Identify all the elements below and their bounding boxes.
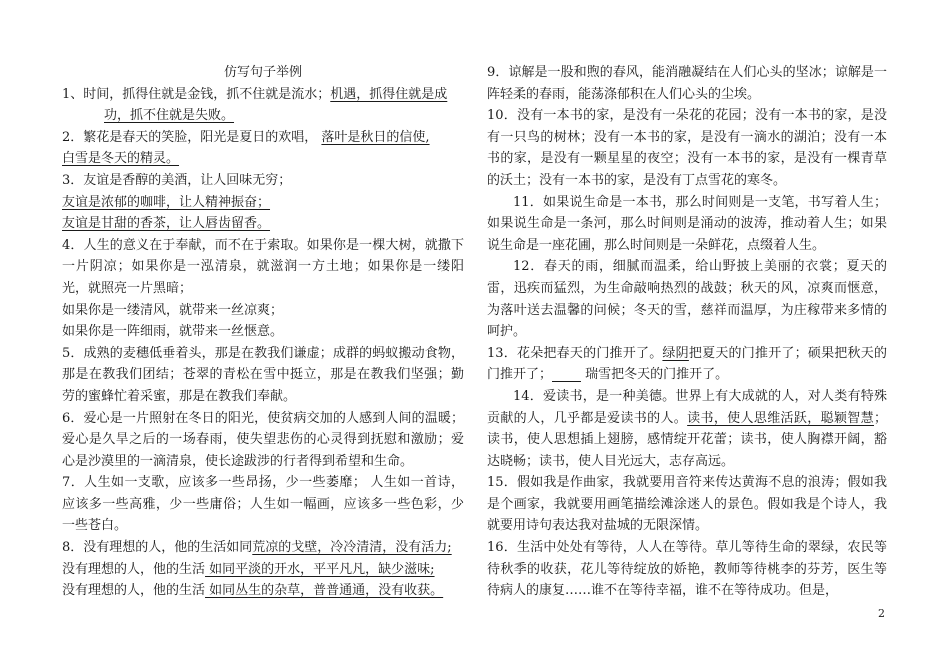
paragraph-13-text-3: 瑞雪把冬天的门推开了。 <box>580 367 729 383</box>
paragraph-3-underlined-1: 友谊是浓郁的咖啡，让人精神振奋； <box>62 194 271 210</box>
paragraph-3-underlined-2: 友谊是甘甜的香茶，让人唇齿留香。 <box>62 216 271 232</box>
paragraph-3-line-2 <box>62 192 464 214</box>
paragraph-13-underlined: 绿阴 <box>662 345 689 361</box>
paragraph-14-underlined: 读书，使人思维活跃，聪颖智慧 <box>687 410 874 426</box>
paragraph-3-line-3 <box>62 213 464 235</box>
paragraph-2-text: 2．繁花是春天的笑脸，阳光是夏日的欢唱， <box>62 129 318 145</box>
paragraph-2-continuation <box>62 148 464 170</box>
paragraph-2-underlined-end: 白雪是冬天的精灵。 <box>62 151 180 167</box>
paragraph-7: 7．人生如一支歌，应该多一些昂扬，少一些萎靡； 人生如一首诗，应该多一些高雅，少一些庸俗；人生如一幅画，应该多一些色彩，少一些苍白。 <box>62 475 464 534</box>
right-column <box>487 62 887 602</box>
paragraph-13-blank <box>552 367 581 382</box>
paragraph-1-text: 1、时间，抓得住就是金钱，抓不住就是流水； <box>62 86 331 102</box>
paragraph-16: 16．生活中处处有等待，人人在等待。草儿等待生命的翠绿，农民等待秋季的收获，花儿等待绽放的娇艳，教师等待桃李的芬芳，医生等待病人的康复……谁不在等待幸福，谁不在等待成功。但是， <box>487 540 887 599</box>
paragraph-13 <box>487 343 887 386</box>
paragraph-11: 11．如果说生命是一本书，那么时间则是一支笔，书写着人生；如果说生命是一条河，那么时间则是涌动的波涛，推动着人生；如果说生命是一座花圃，那么时间则是一朵鲜花，点缀着人生。 <box>487 194 887 253</box>
paragraph-8-underlined-3: 如同丛生的杂草，普普通通，没有收获。 <box>205 583 444 599</box>
paragraph-4: 4．人生的意义在于奉献，而不在于索取。如果你是一棵大树，就撒下一片阴凉；如果你是一泓清泉，就滋润一方土地；如果你是一缕阳光，就照亮一片黑暗； <box>62 237 464 296</box>
paragraph-8-text: 8．没有理想的人，他的生活如同 <box>62 540 253 556</box>
paragraph-14 <box>487 386 887 472</box>
paragraph-9: 9．谅解是一股和煦的春风，能消融凝结在人们心头的坚冰；谅解是一阵轻柔的春雨，能荡涤郁积在人们心头的尘埃。 <box>487 65 887 102</box>
paragraph-2 <box>62 127 464 149</box>
paragraph-14-text: 14．爱读书，是一种美德。世界上有大成就的人，对人类有特殊贡献的人，几乎都是爱读书的人。 <box>487 388 887 426</box>
paragraph-4-line-2: 如果你是一缕清风，就带来一丝凉爽； <box>62 302 284 318</box>
paragraph-8 <box>62 537 464 559</box>
paragraph-1 <box>62 84 464 106</box>
paragraph-8-text-2: 没有理想的人，他的生活 <box>62 561 206 577</box>
paragraph-14-text-2: ；读书，使人思想插上翅膀，感情绽开花蕾；读书，使人胸襟开阔，豁达晓畅；读书，使人目光远大，志存高远。 <box>487 410 887 469</box>
paragraph-13-text-2: 把夏天的门推开了；硕果把秋天的门推开了； <box>487 345 887 383</box>
paragraph-1-underlined: 机遇，抓得住就是成 <box>330 86 448 102</box>
paragraph-15: 15．假如我是作曲家，我就要用音符来传达黄海不息的浪涛；假如我是个画家，我就要用画笔描绘滩涂迷人的景色。假如我是个诗人，我就要用诗句表达我对盐城的无限深情。 <box>487 475 887 534</box>
paragraph-1-continuation <box>62 105 464 127</box>
page-number: 2 <box>878 607 885 620</box>
paragraph-10: 10．没有一本书的家，是没有一朵花的花园；没有一本书的家，是没有一只鸟的树林；没有一本书的家，是没有一滴水的湖泊；没有一本书的家，是没有一颗星星的夜空；没有一本书的家，是没有一棵青草的沃土；没有一本书的家，是没有丁点雪花的寒冬。 <box>487 108 887 188</box>
paragraph-6: 6．爱心是一片照射在冬日的阳光，使贫病交加的人感到人间的温暖；爱心是久旱之后的一场春雨，使失望悲伤的心灵得到抚慰和激励；爱心是沙漠里的一滴清泉，使长途跋涉的行者得到希望和生命。 <box>62 410 464 469</box>
paragraph-2-underlined: 落叶是秋日的信使, <box>321 129 430 145</box>
paragraph-8-text-3: 没有理想的人，他的生活 <box>62 583 206 599</box>
paragraph-4-line-3: 如果你是一阵细雨，就带来一丝惬意。 <box>62 324 284 340</box>
paragraph-12: 12．春天的雨，细腻而温柔，给山野披上美丽的衣裳；夏天的雷，迅疾而猛烈，为生命敲响热烈的战鼓；秋天的风，凉爽而惬意，为落叶送去温馨的问候；冬天的雪，慈祥而温厚，为庄稼带来多情的呵护。 <box>487 259 887 340</box>
paragraph-5: 5．成熟的麦穗低垂着头，那是在教我们谦虚；成群的蚂蚁搬动食物，那是在教我们团结；苍翠的青松在雪中挺立，那是在教我们坚强；勤劳的蜜蜂忙着采蜜，那是在教我们奉献。 <box>62 345 464 404</box>
paragraph-3-text: 3．友谊是香醇的美酒，让人回味无穷； <box>62 172 292 188</box>
paragraph-8-line-2 <box>62 559 464 581</box>
paragraph-13-text: 13．花朵把春天的门推开了。 <box>487 345 663 361</box>
paragraph-1-underlined-end: 功，抓不住就是失败。 <box>104 108 235 124</box>
paragraph-8-underlined-1: 荒凉的戈壁，冷冷清清，没有活力; <box>252 540 452 556</box>
left-column <box>62 62 464 602</box>
paragraph-8-underlined-2: 如同平淡的开水，平平凡凡，缺少滋味; <box>205 561 435 577</box>
paragraph-8-line-3 <box>62 580 464 602</box>
page-title: 仿写句子举例 <box>223 65 302 80</box>
